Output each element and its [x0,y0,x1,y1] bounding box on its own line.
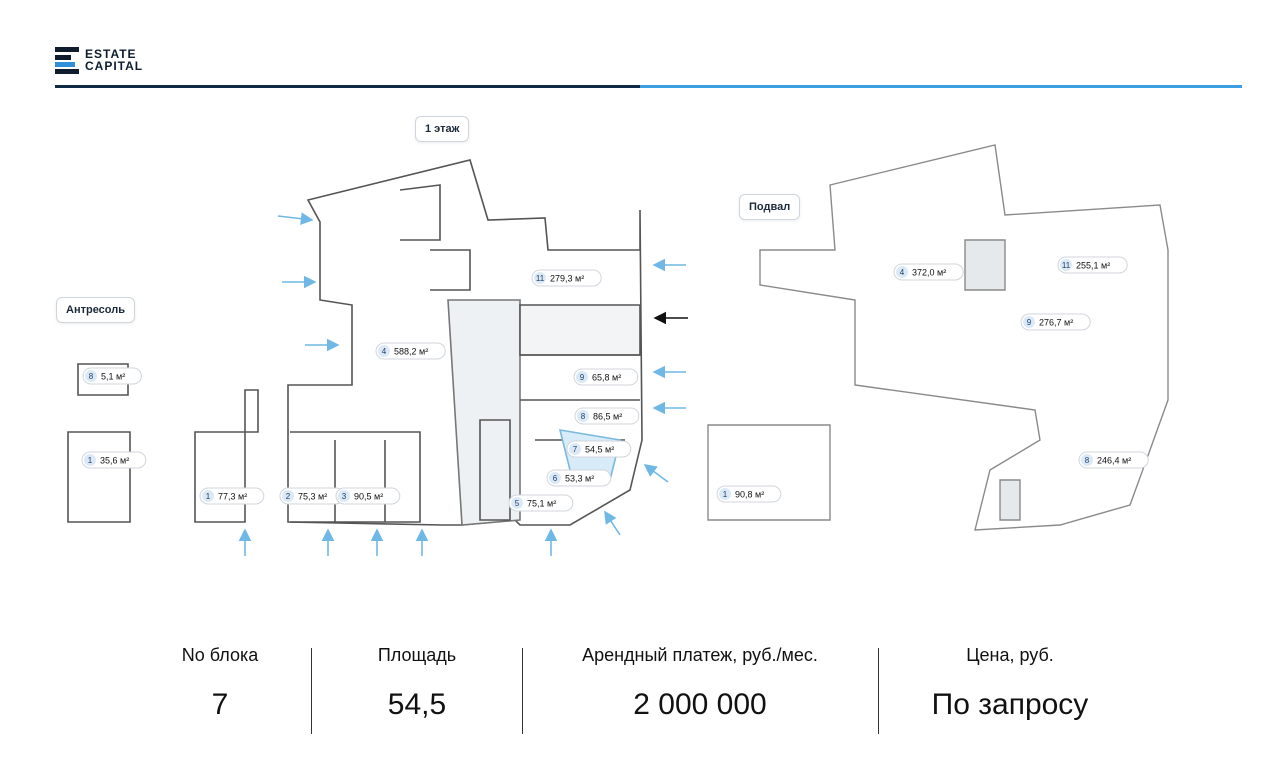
unit-area: 372,0 м² [912,267,947,278]
unit-area: 255,1 м² [1076,260,1111,271]
block-column [140,640,300,722]
unit-label[interactable] [509,495,573,511]
unit-area: 246,4 м² [1097,455,1132,466]
unit-label[interactable] [717,486,781,502]
unit-area: 279,3 м² [550,273,585,284]
unit-number: 4 [381,347,387,356]
unit-area: 75,1 м² [527,498,557,509]
logo-line1: ESTATE [85,47,137,61]
rent-column [540,640,860,722]
area-value: 54,5 [387,688,447,721]
summary-panel [0,640,1280,750]
unit-label[interactable] [376,343,445,359]
unit-area: 5,1 м² [101,371,126,382]
unit-number: 7 [572,445,578,454]
unit-label[interactable] [574,369,638,385]
unit-label[interactable] [547,470,611,486]
unit-number: 9 [579,373,585,382]
unit-label[interactable] [532,270,601,286]
unit-label[interactable] [894,264,963,280]
unit-area: 35,6 м² [100,455,130,466]
mezzanine-label[interactable]: Антресоль [56,297,135,323]
unit-label[interactable] [200,488,264,504]
unit-label[interactable] [336,488,400,504]
unit-area: 90,8 м² [735,489,765,500]
unit-number: 11 [1061,261,1071,270]
block-label: No блока [181,645,259,665]
unit-label[interactable] [567,441,631,457]
unit-number: 5 [514,499,520,508]
price-label: Цена, руб. [966,645,1054,665]
unit-label[interactable] [82,452,146,468]
divider [522,648,523,734]
unit-label[interactable] [1021,314,1090,330]
unit-label[interactable] [1079,452,1148,468]
unit-number: 1 [205,492,211,501]
unit-number: 8 [1084,456,1090,465]
unit-area: 588,2 м² [394,346,429,357]
rent-value: 2 000 000 [633,688,767,721]
basement-label[interactable]: Подвал [739,194,800,220]
unit-label[interactable] [280,488,344,504]
area-column [322,640,512,722]
floor1-label[interactable]: 1 этаж [415,116,469,142]
unit-area: 77,3 м² [218,491,248,502]
area-label: Площадь [377,645,457,665]
price-value: По запросу [931,688,1089,721]
unit-area: 54,5 м² [585,444,615,455]
divider [878,648,879,734]
logo-line2: CAPITAL [85,59,144,73]
unit-label[interactable] [1058,257,1127,273]
unit-number: 11 [535,274,545,283]
unit-label[interactable] [575,408,639,424]
divider [311,648,312,734]
unit-number: 1 [722,490,728,499]
price-column [900,640,1120,722]
unit-area: 75,3 м² [298,491,328,502]
unit-number: 2 [285,492,291,501]
unit-area: 65,8 м² [592,372,622,383]
unit-number: 8 [580,412,586,421]
unit-area: 86,5 м² [593,411,623,422]
unit-number: 3 [341,492,347,501]
unit-area: 90,5 м² [354,491,384,502]
unit-number: 1 [87,456,93,465]
unit-number: 8 [88,372,94,381]
unit-area: 53,3 м² [565,473,595,484]
rent-label: Арендный платеж, руб./мес. [582,645,818,665]
unit-number: 6 [552,474,558,483]
block-value: 7 [211,688,229,721]
unit-number: 4 [899,268,905,277]
unit-number: 9 [1026,318,1032,327]
unit-area: 276,7 м² [1039,317,1074,328]
unit-label[interactable] [83,368,141,384]
